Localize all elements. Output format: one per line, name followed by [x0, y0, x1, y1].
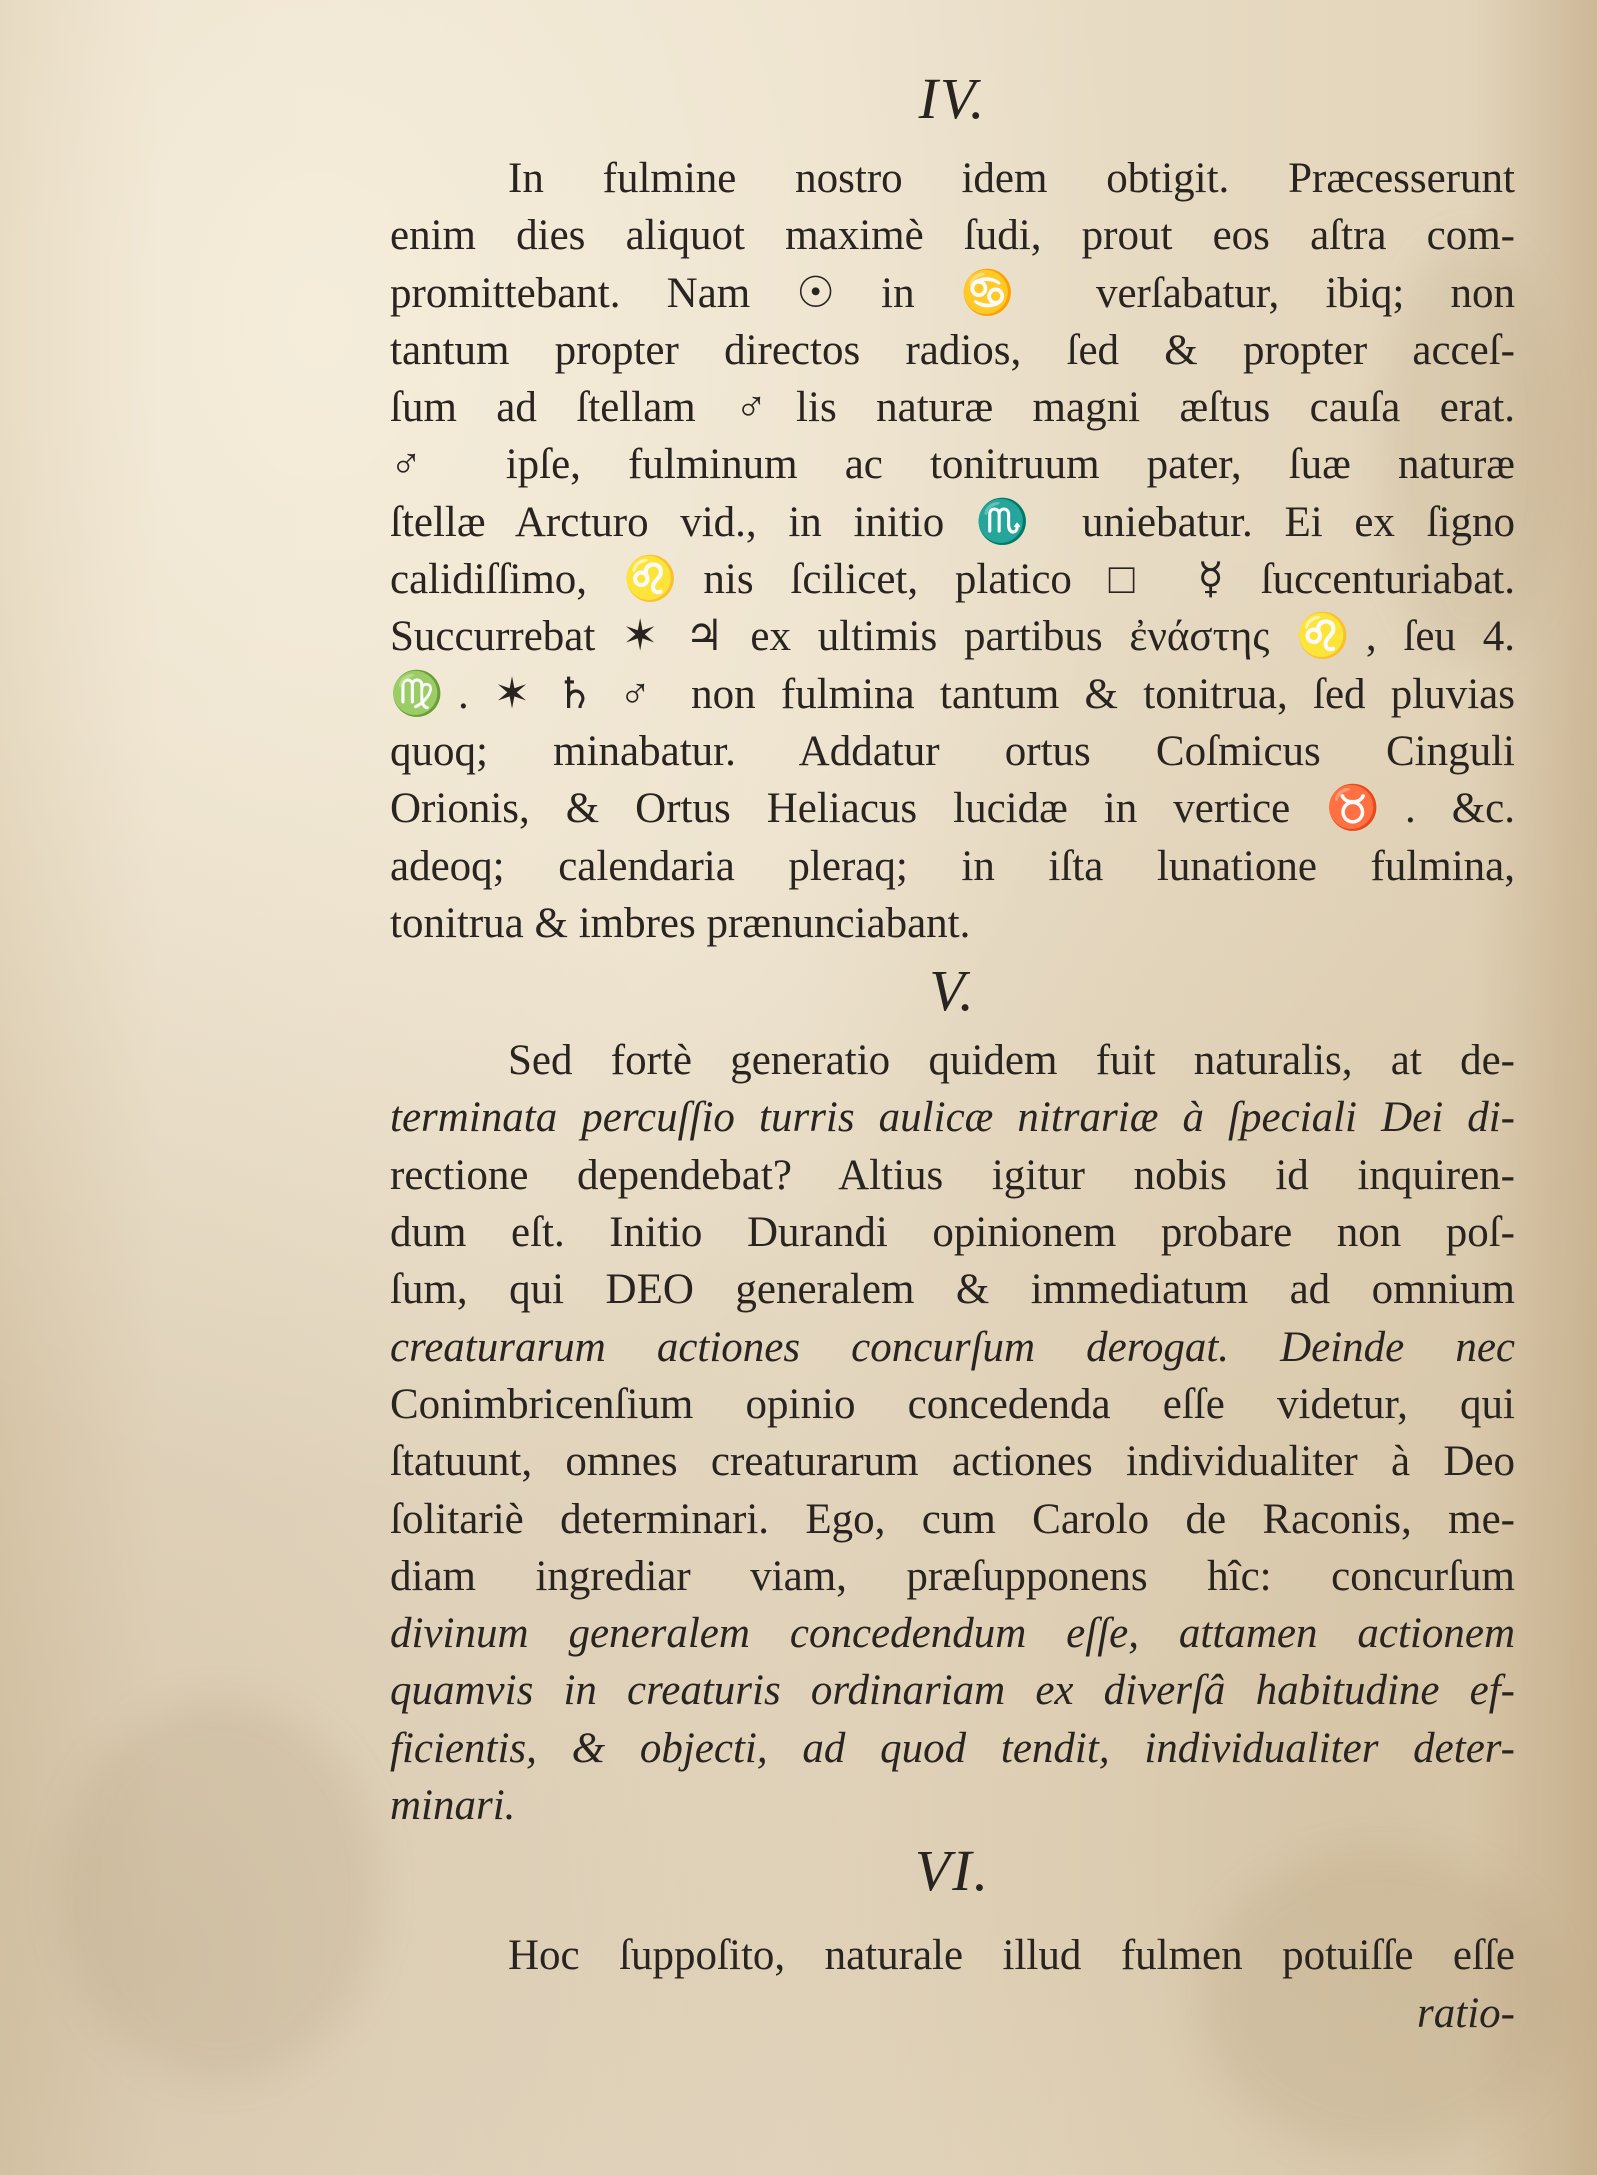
section-heading: VI. — [914, 1838, 991, 1904]
text-line: rectione dependebat? Altius igitur nobis id inquiren- — [390, 1151, 1515, 1199]
text-line: Succurrebat ✶ ♃ ex ultimis partibus ἐνάστης ♌, ſeu 4. — [390, 613, 1515, 661]
text-line: ſolitariè determinari. Ego, cum Carolo de Raconis, me- — [390, 1495, 1515, 1543]
text-line: enim dies aliquot maximè ſudi, prout eos aſtra com- — [390, 212, 1515, 260]
catchword: ratio- — [1417, 1989, 1515, 2037]
text-line: quamvis in creaturis ordinariam ex diverſâ habitudine ef- — [390, 1667, 1515, 1715]
paper-stain — [60, 1700, 380, 2080]
text-line: Hoc ſuppoſito, naturale illud fulmen potuiſſe eſſe — [508, 1932, 1515, 1980]
text-line: Conimbricenſium opinio concedenda eſſe videtur, qui — [390, 1380, 1515, 1428]
text-line: divinum generalem concedendum eſſe, attamen actionem — [390, 1610, 1515, 1658]
text-line: tantum propter directos radios, ſed & propter acceſ- — [390, 326, 1515, 374]
text-block — [390, 66, 1515, 2042]
text-line: adeoq; calendaria pleraq; in iſta lunatione fulmina, — [390, 842, 1515, 890]
text-line: Orionis, & Ortus Heliacus lucidæ in vertice ♉. &c. — [390, 785, 1515, 833]
text-line: ſum, qui DEO generalem & immediatum ad omnium — [390, 1266, 1515, 1314]
paragraph — [390, 150, 1515, 952]
section-heading: IV. — [918, 66, 987, 131]
text-line: quoq; minabatur. Addatur ortus Coſmicus Cinguli — [390, 727, 1515, 775]
text-line: ♍. ✶ ♄ ♂ non fulmina tantum & tonitrua, ſed pluvias — [390, 670, 1515, 718]
text-line: minari. — [390, 1782, 516, 1830]
text-line: ♂ ipſe, fulminum ac tonitruum pater, ſuæ naturæ — [390, 441, 1515, 489]
text-line: promittebant. Nam ☉ in ♋ verſabatur, ibiq; non — [390, 269, 1515, 317]
text-line: terminata percuſſio turris aulicæ nitrariæ à ſpeciali Dei di- — [390, 1094, 1515, 1142]
text-line: ſtatuunt, omnes creaturarum actiones individualiter à Deo — [390, 1438, 1515, 1486]
paragraph — [390, 1032, 1515, 1834]
text-line: tonitrua & imbres prænunciabant. — [390, 899, 971, 947]
text-line: ſum ad ſtellam ♂lis naturæ magni æſtus cauſa erat. — [390, 384, 1515, 432]
text-line: calidiſſimo, ♌nis ſcilicet, platico □ ☿ ſuccenturiabat. — [390, 556, 1515, 604]
text-line: dum eſt. Initio Durandi opinionem probare non poſ- — [390, 1209, 1515, 1257]
text-line: ficientis, & objecti, ad quod tendit, individualiter deter- — [390, 1724, 1515, 1772]
section-heading: V. — [929, 958, 976, 1024]
text-line: diam ingrediar viam, præſupponens hîc: concurſum — [390, 1552, 1515, 1600]
text-line: creaturarum actiones concurſum derogat. Deinde nec — [390, 1323, 1515, 1371]
paragraph — [390, 1927, 1515, 2042]
text-line: Sed fortè generatio quidem fuit naturalis, at de- — [508, 1037, 1515, 1085]
text-line: ſtellæ Arcturo vid., in initio ♏ uniebatur. Ei ex ſigno — [390, 498, 1515, 546]
text-line: In fulmine nostro idem obtigit. Præcesserunt — [508, 155, 1515, 202]
